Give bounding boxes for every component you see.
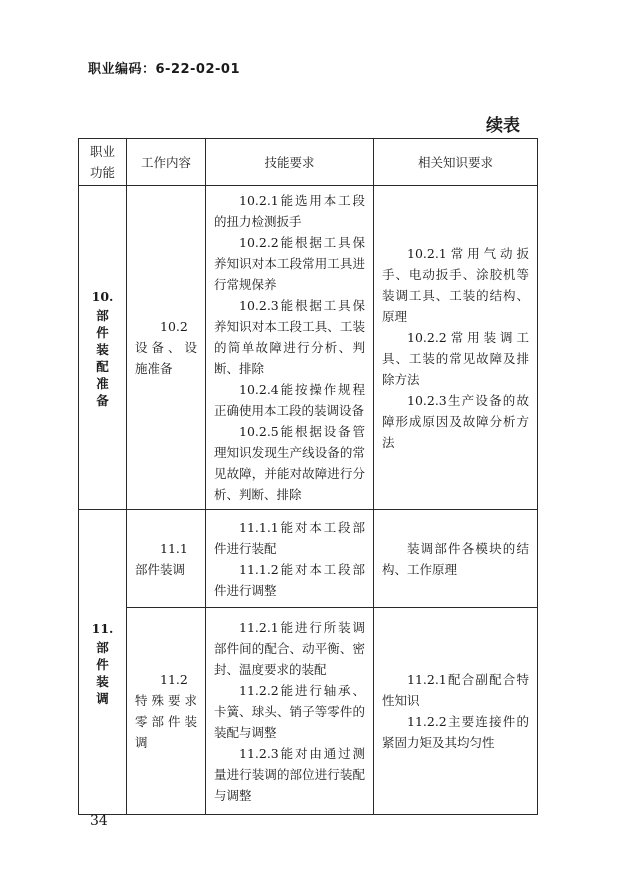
skill-item: 10.2.4能按操作规程正确使用本工段的装调设备 [214,382,365,418]
content-text: 11.1部件装调 [135,540,188,577]
knowledge-item: 装调部件各模块的结构、工作原理 [382,540,529,577]
skill-item: 11.2.3能对由通过测量进行装调的部位进行装配与调整 [214,745,365,803]
skill-item: 10.2.1能选用本工段的扭力检测扳手 [214,193,365,229]
occupation-code: 职业编码：6-22-02-01 [88,62,241,77]
content-text: 10.2 设备、设施准备 [135,319,197,376]
skill-item: 10.2.2能根据工具保养知识对本工段常用工具进行常规保养 [214,235,365,292]
skill-item: 11.2.1能进行所装调部件间的配合、动平衡、密封、温度要求的装配 [214,619,365,677]
table-row [79,608,538,815]
content-cell [127,510,206,608]
table-header-row [79,139,538,186]
function-cell [79,510,127,815]
knowledge-cell [374,186,538,510]
skill-item: 11.2.2能进行轴承、卡簧、球头、销子等零件的装配与调整 [214,682,365,740]
skills-cell [206,186,374,510]
knowledge-item: 10.2.1常用气动扳手、电动扳手、涂胶机等装调工具、工装的结构、原理 [382,245,529,324]
table-row [79,510,538,608]
knowledge-item: 11.2.1配合副配合特性知识 [382,672,529,708]
knowledge-item: 11.2.2主要连接件的紧固力矩及其均匀性 [382,714,529,750]
content-cell [127,186,206,510]
function-name: 部件装配准备 [96,308,109,408]
table-row [79,186,538,510]
knowledge-item: 10.2.3生产设备的故障形成原因及故障分析方法 [382,392,529,450]
knowledge-cell [374,510,538,608]
content-text: 11.2特殊要求零部件装调 [135,672,197,750]
skills-cell [206,608,374,815]
skill-item: 11.1.1能对本工段部件进行装配 [214,519,365,556]
col-header-skills: 技能要求 [206,139,374,186]
function-number: 11. [91,620,114,636]
knowledge-item: 10.2.2常用装调工具、工装的常见故障及排除方法 [382,329,529,387]
skill-item: 10.2.3能根据工具保养知识对本工段工具、工装的简单故障进行分析、判断、排除 [214,298,365,376]
function-cell [79,186,127,510]
skills-table [78,138,538,815]
function-number: 10. [91,289,114,304]
page-number: 34 [90,813,108,829]
col-header-function: 职业功能 [79,139,127,186]
continued-label: 续表 [486,116,520,136]
skill-item: 10.2.5能根据设备管理知识发现生产线设备的常见故障，并能对故障进行分析、判断、排除 [214,424,365,502]
skills-cell [206,510,374,608]
knowledge-cell [374,608,538,815]
skill-item: 11.1.2能对本工段部件进行调整 [214,561,365,598]
content-cell [127,608,206,815]
col-header-knowledge: 相关知识要求 [374,139,538,186]
function-name: 部件装调 [96,639,109,706]
col-header-content: 工作内容 [127,139,206,186]
